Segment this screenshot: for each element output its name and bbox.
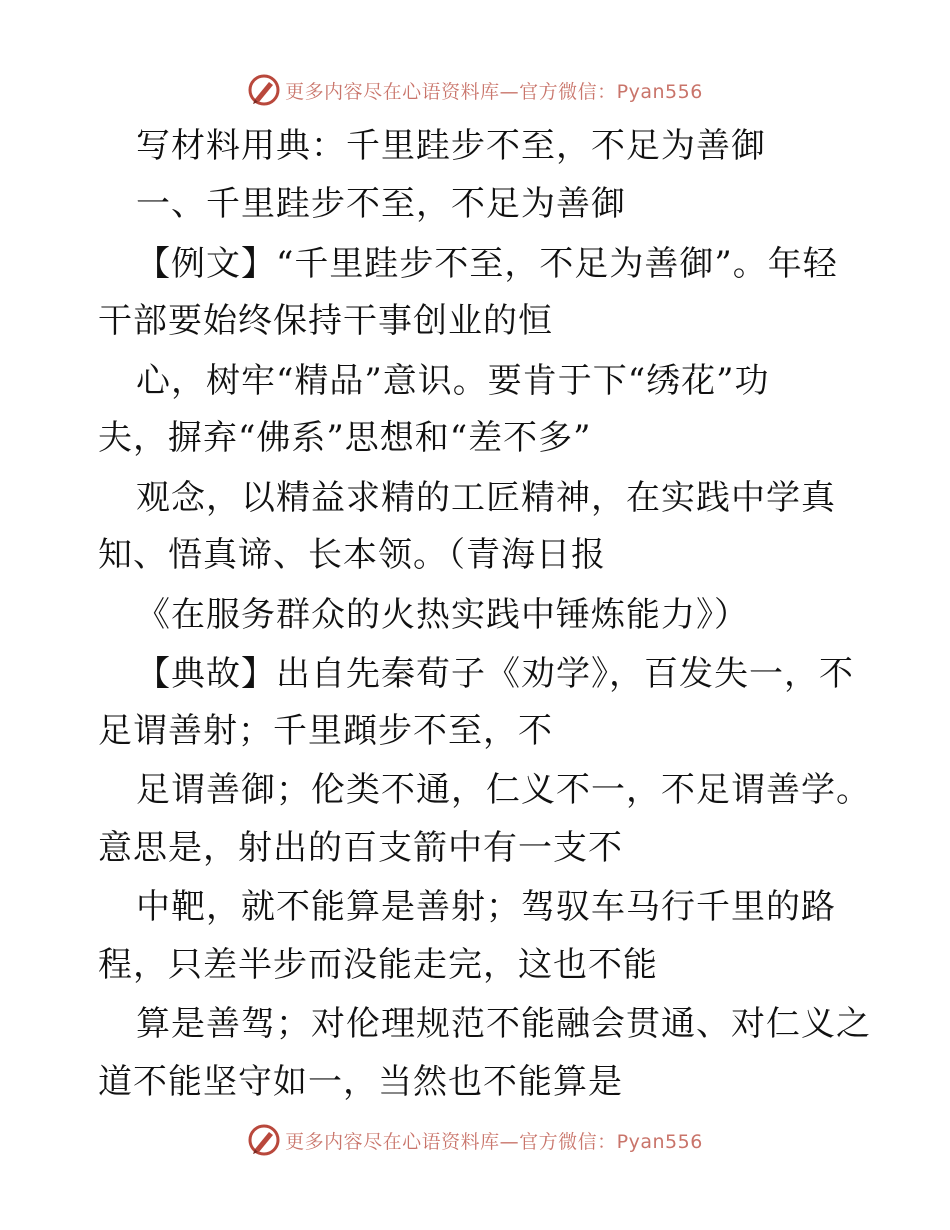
paragraph-line: 《在服务群众的火热实践中锤炼能力》）: [136, 595, 749, 635]
paragraph-line: 观念，以精益求精的工匠精神，在实践中学真: [136, 478, 836, 518]
footer-watermark: [0, 1120, 950, 1160]
paragraph-line: 程，只差半步而没能走完，这也不能: [98, 945, 658, 985]
paragraph-line: 心，树牢“精品”意识。要肯于下“绣花”功: [136, 361, 770, 401]
pen-logo-icon: [247, 1123, 281, 1157]
paragraph-line: 算是善驾；对伦理规范不能融会贯通、对仁义之: [136, 1004, 871, 1044]
paragraph-line: 足谓善御；伦类不通，仁义不一，不足谓善学。: [136, 770, 871, 810]
paragraph-line: 干部要始终保持干事创业的恒: [98, 301, 553, 341]
paragraph-line: 【典故】出自先秦荀子《劝学》，百发失一，不: [136, 654, 854, 694]
paragraph-line: 道不能坚守如一，当然也不能算是: [98, 1062, 623, 1102]
section-heading: 一、千里跬步不至，不足为善御: [136, 184, 626, 224]
header-watermark: [0, 70, 950, 110]
pen-logo-icon: [247, 73, 281, 107]
paragraph-line: 意思是，射出的百支箭中有一支不: [98, 828, 623, 868]
watermark-text: 更多内容尽在心语资料库—官方微信：Pyan556: [285, 80, 703, 103]
paragraph-line: 知、悟真谛、长本领。（青海日报: [98, 535, 606, 575]
watermark-text: 更多内容尽在心语资料库—官方微信：Pyan556: [285, 1130, 703, 1153]
paragraph-line: 【例文】“千里跬步不至，不足为善御”。年轻: [136, 244, 838, 284]
paragraph-line: 足谓善射；千里蹞步不至，不: [98, 711, 553, 751]
document-title: 写材料用典：千里跬步不至，不足为善御: [136, 126, 766, 166]
paragraph-line: 中靶，就不能算是善射；驾驭车马行千里的路: [136, 887, 836, 927]
paragraph-line: 夫，摒弃“佛系”思想和“差不多”: [98, 418, 592, 458]
